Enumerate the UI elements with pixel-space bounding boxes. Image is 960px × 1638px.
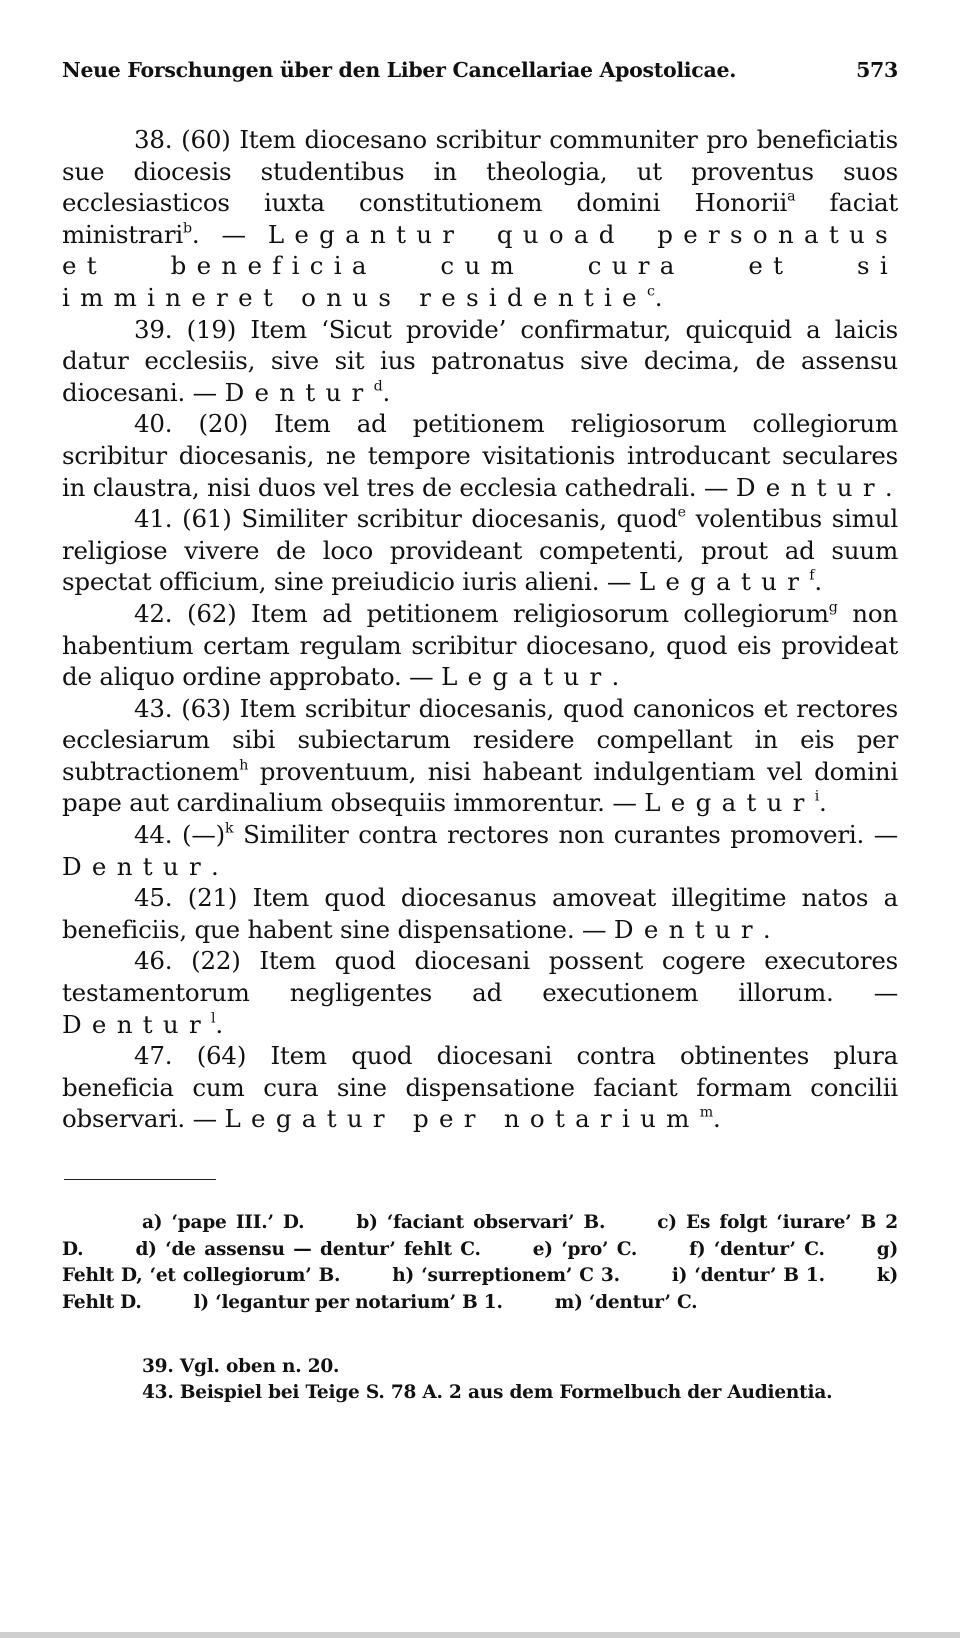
paragraph-number: 42. [134,598,173,628]
footnote: a) ‘pape III.’ D. [142,1212,305,1233]
page-number: 573 [856,58,898,82]
footnote-mark: k [225,820,234,837]
paragraph-number: 38. [134,125,173,154]
main-text [62,124,898,1135]
footnote-mark: m [699,1104,713,1121]
punctuation: . [762,914,771,944]
footnote-mark: c [646,283,655,300]
paragraph-45 [62,882,898,945]
footnote-mark: l [211,1009,216,1026]
decision-text: Legatur [638,567,810,597]
paragraph-46 [62,945,898,1040]
paragraph-41 [62,503,898,598]
footnote-mark: a [787,188,796,205]
scan-edge [0,1632,960,1638]
footnote: f) ‘dentur’ C. [689,1238,825,1260]
decision-text: Dentur [224,377,374,407]
paragraph-text: (19) Item ‘Sicut provide’ confirmatur, quicquid a laicis datur ecclesiis, sive sit ius patronatus sive decima, de assensu diocesani. — [62,314,899,407]
decision-text: Legatur [644,788,815,818]
decision-text: Dentur [613,914,763,944]
running-title: Neue Forschungen über den Liber Cancellariae Apostolicae. [62,58,737,82]
footnote-line [62,1210,898,1316]
paragraph-text: (20) Item ad petitionem religiosorum collegiorum scribitur diocesanis, ne tempore visitationis introducant seculares in claustra, nisi duos vel tres de ecclesia cathedrali. — [62,409,898,502]
paragraph-number: 39. [134,314,173,344]
footnote-mark: f [809,567,815,584]
paragraph-43 [62,693,898,819]
footnote: c) Es folgt ‘iurare’ B 2 D. [62,1212,898,1260]
footnote: d) ‘de assensu — dentur’ fehlt C. [135,1238,481,1260]
decision-text: Legantur quoad personatus et beneficia cum cura et si immineret onus residentie [62,219,898,312]
commentary-notes [62,1354,898,1406]
footnote: m) ‘dentur’ C. [554,1291,698,1313]
footnote: i) ‘dentur’ B 1. [671,1265,825,1286]
paragraph-text: faciat ministrari [62,188,899,249]
decision-text: Legatur [441,662,612,692]
paragraph-39 [62,314,898,409]
footnote-divider [64,1179,216,1180]
footnote: e) ‘pro’ C. [532,1238,638,1260]
paragraph-text: (22) Item quod diocesani possent cogere executores testamentorum negligentes ad executionem illorum. — [62,946,898,1008]
paragraph-47 [62,1040,898,1135]
punctuation: . [819,788,827,818]
decision-text: Dentur [62,1009,211,1039]
paragraph-number: 44. [134,820,173,850]
footnote-mark: b [182,220,192,237]
page [62,58,898,1406]
paragraph-number: 47. [134,1041,173,1071]
footnote-mark: i [814,788,820,805]
commentary-note: 43. Beispiel bei Teige S. 78 A. 2 aus dem Formelbuch der Audientia. [142,1382,833,1403]
commentary-note: 39. Vgl. oben n. 20. [142,1356,340,1377]
paragraph-text: (64) Item quod diocesani contra obtinentes plura beneficia cum cura sine dispensatione faciant formam concilii observari. — [62,1041,898,1134]
punctuation: . [712,1104,721,1134]
footnote-mark: d [373,378,383,395]
footnote: h) ‘surreptionem’ C 3. [392,1265,620,1286]
paragraph-text: volentibus simul religiose vivere de loco provideant competenti, prout ad suum spectat officium, sine preiudicio iuris alieni. — [62,504,898,597]
paragraph-text: (62) Item ad petitionem religiosorum collegiorum [186,598,829,628]
paragraph-text: (21) Item quod diocesanus amoveat illegitime natos a beneficiis, que habent sine dispensatione. — [62,883,899,944]
footnotes [62,1210,898,1316]
punctuation: . [814,567,822,597]
running-header [62,58,898,82]
decision-text: Dentur [62,851,211,881]
footnote: b) ‘faciant observari’ B. [356,1212,606,1233]
punctuation: . [211,851,219,881]
paragraph-text: non habentium certam regulam scribitur diocesano, quod eis provideat de aliquo ordine approbato. — [62,598,899,692]
footnote: k) Fehlt D. [62,1265,899,1313]
paragraph-text: proventuum, nisi habeant indulgentiam vel domini pape aut cardinalium obsequiis immorentur. — [62,756,898,818]
footnote: g) Fehlt D, ‘et collegiorum’ B. [62,1238,898,1286]
footnote: l) ‘legantur per notarium’ B 1. [193,1291,503,1313]
paragraph-42 [62,598,898,693]
paragraph-text: (60) Item diocesano scribitur communiter pro beneficiatis sue diocesis studentibus in theologia, ut proventus suos ecclesiasticos iuxta constitutionem domini Honorii [62,125,898,218]
decision-text: Dentur [735,472,885,502]
paragraph-44 [62,819,898,882]
paragraph-text: . — [191,219,268,249]
punctuation: . [884,472,893,502]
punctuation: . [611,662,620,692]
paragraph-text: (—) [182,820,226,850]
paragraph-number: 41. [134,504,173,534]
paragraph-text: (61) Similiter scribitur diocesanis, quod [182,504,678,534]
decision-text: Legatur per notarium [224,1104,700,1134]
paragraph-number: 40. [134,409,173,439]
paragraph-number: 43. [134,693,173,723]
punctuation: . [654,282,663,312]
footnote-mark: e [677,504,686,521]
paragraph-number: 46. [134,946,173,976]
punctuation: . [215,1009,223,1039]
paragraph-number: 45. [134,883,173,913]
footnote-mark: h [239,757,249,774]
footnote-mark: g [828,599,838,616]
paragraph-40 [62,408,898,503]
paragraph-38 [62,124,898,314]
paragraph-text: Similiter contra rectores non curantes promoveri. — [233,820,898,850]
paragraph-text: (63) Item scribitur diocesanis, quod canonicos et rectores ecclesiarum sibi subiectarum residere compellant in eis per subtractionem [62,693,898,786]
punctuation: . [382,377,391,407]
